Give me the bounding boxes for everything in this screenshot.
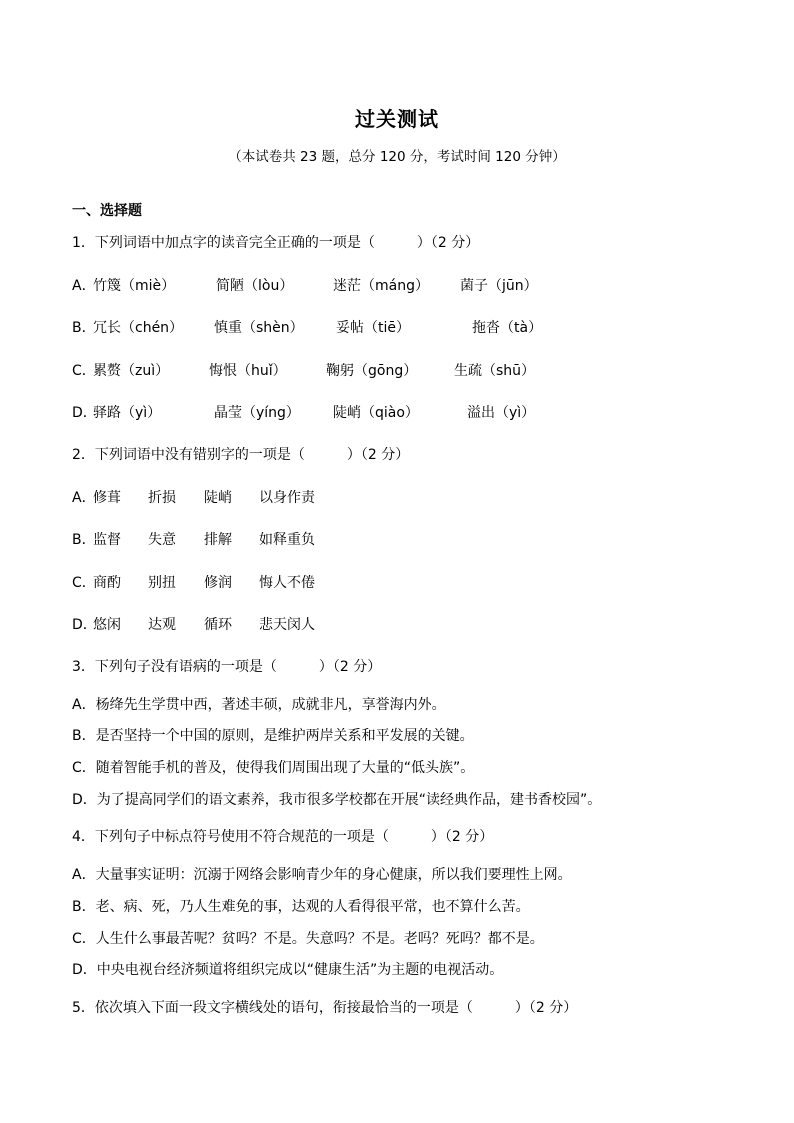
question-2-stem: 2．下列词语中没有错别字的一项是（ ）（2 分） <box>72 447 410 463</box>
option-item: 达观 <box>148 617 176 633</box>
section-heading: 一、选择题 <box>72 203 142 219</box>
option-item: 悔恨（huǐ） <box>209 363 287 379</box>
question-5-stem: 5．依次填入下面一段文字横线处的语句，衔接最恰当的一项是（ ）（2 分） <box>72 1000 578 1016</box>
option-label: B． <box>72 320 96 336</box>
option-item: 慎重（shèn） <box>214 320 304 336</box>
question-3-option-b: B．是否坚持一个中国的原则，是维护两岸关系和平发展的关键。 <box>72 728 474 744</box>
question-1-option-c <box>72 360 732 380</box>
option-item: 悔人不倦 <box>259 575 315 591</box>
option-label: A． <box>72 278 96 294</box>
option-label: C． <box>72 363 96 379</box>
option-label: A． <box>72 490 96 506</box>
option-item: 修润 <box>204 575 232 591</box>
option-item: 循环 <box>204 617 232 633</box>
option-item: 鞠躬（gōng） <box>326 363 418 379</box>
option-item: 简陋（lòu） <box>216 278 294 294</box>
option-item: 冗长（chén） <box>93 320 184 336</box>
option-item: 晶莹（yíng） <box>214 405 300 421</box>
option-item: 如释重负 <box>259 532 315 548</box>
question-4-stem: 4．下列句子中标点符号使用不符合规范的一项是（ ）（2 分） <box>72 829 494 845</box>
question-3-option-a: A．杨绛先生学贯中西，著述丰硕，成就非凡，享誉海内外。 <box>72 697 446 713</box>
question-2-option-a <box>72 487 732 507</box>
page-title: 过关测试 <box>355 107 439 131</box>
question-4-option-c: C．人生什么事最苦呢？贫吗？不是。失意吗？不是。老吗？死吗？都不是。 <box>72 931 544 947</box>
question-3-option-c: C．随着智能手机的普及，使得我们周围出现了大量的“低头族”。 <box>72 760 475 776</box>
option-item: 陡峭（qiào） <box>333 405 419 421</box>
option-item: 折损 <box>148 490 176 506</box>
option-item: 监督 <box>93 532 121 548</box>
question-1-stem: 1．下列词语中加点字的读音完全正确的一项是（ ）（2 分） <box>72 235 480 251</box>
question-1-option-a <box>72 275 732 295</box>
option-item: 竹篾（miè） <box>93 278 176 294</box>
option-item: 排解 <box>204 532 232 548</box>
question-4-option-a: A．大量事实证明：沉溺于网络会影响青少年的身心健康，所以我们要理性上网。 <box>72 867 572 883</box>
option-item: 驿路（yì） <box>93 405 162 421</box>
option-label: C． <box>72 575 96 591</box>
option-item: 商酌 <box>93 575 121 591</box>
option-item: 悲天闵人 <box>259 617 315 633</box>
option-item: 拖沓（tà） <box>472 320 543 336</box>
option-label: B． <box>72 532 96 548</box>
question-4-option-d: D．中央电视台经济频道将组织完成以“健康生活”为主题的电视活动。 <box>72 962 504 978</box>
question-4-option-b: B．老、病、死，乃人生难免的事，达观的人看得很平常，也不算什么苦。 <box>72 899 530 915</box>
option-item: 迷茫（máng） <box>333 278 429 294</box>
option-item: 悠闲 <box>93 617 121 633</box>
option-item: 陡峭 <box>204 490 232 506</box>
option-item: 累赘（zuì） <box>93 363 170 379</box>
option-item: 菌子（jūn） <box>460 278 538 294</box>
question-2-option-b <box>72 529 732 549</box>
question-2-option-d <box>72 614 732 634</box>
question-3-option-d: D．为了提高同学们的语文素养，我市很多学校都在开展“读经典作品，建书香校园”。 <box>72 792 602 808</box>
option-item: 别扭 <box>148 575 176 591</box>
question-1-option-d <box>72 402 732 422</box>
option-item: 以身作责 <box>259 490 315 506</box>
option-label: D． <box>72 405 97 421</box>
option-item: 生疏（shū） <box>454 363 536 379</box>
question-1-option-b <box>72 317 732 337</box>
option-label: D． <box>72 617 97 633</box>
option-item: 修葺 <box>93 490 121 506</box>
question-3-stem: 3．下列句子没有语病的一项是（ ）（2 分） <box>72 659 382 675</box>
option-item: 妥帖（tiē） <box>336 320 410 336</box>
option-item: 溢出（yì） <box>467 405 536 421</box>
page-subtitle: （本试卷共 23 题，总分 120 分，考试时间 120 分钟） <box>228 149 566 165</box>
option-item: 失意 <box>148 532 176 548</box>
question-2-option-c <box>72 572 732 592</box>
